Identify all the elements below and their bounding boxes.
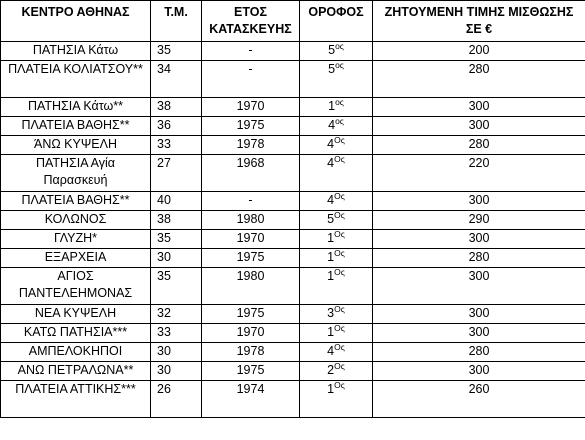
cell-floor xyxy=(300,230,373,249)
floor-suffix: Ος xyxy=(334,229,345,239)
table-row xyxy=(1,136,585,155)
cell-sqm: 38 xyxy=(151,211,202,230)
cell-area: ΓΛΥΖΗ* xyxy=(1,230,151,249)
table-row xyxy=(1,249,585,268)
floor-suffix: Ος xyxy=(334,135,345,145)
cell-rent: 260 xyxy=(373,381,585,418)
cell-sqm: 35 xyxy=(151,268,202,305)
cell-floor xyxy=(300,98,373,117)
floor-suffix: ος xyxy=(335,60,344,70)
floor-suffix: Ος xyxy=(334,248,345,258)
cell-sqm: 27 xyxy=(151,155,202,192)
cell-year: 1970 xyxy=(202,98,300,117)
cell-area: ΠΑΤΗΣΙΑ Κάτω** xyxy=(1,98,151,117)
cell-rent: 280 xyxy=(373,343,585,362)
floor-number: 4 xyxy=(327,156,335,170)
table-row xyxy=(1,42,585,61)
cell-year: 1975 xyxy=(202,249,300,268)
table-row xyxy=(1,98,585,117)
cell-area: ΠΛΑΤΕΙΑ ΒΑΘΗΣ** xyxy=(1,192,151,211)
floor-number: 4 xyxy=(328,118,336,132)
cell-year: 1968 xyxy=(202,155,300,192)
header-year: ΕΤΟΣ ΚΑΤΑΣΚΕΥΗΣ xyxy=(202,1,300,42)
table-row xyxy=(1,192,585,211)
table-row xyxy=(1,343,585,362)
cell-rent: 300 xyxy=(373,192,585,211)
cell-year: - xyxy=(202,42,300,61)
table-row xyxy=(1,155,585,192)
header-row xyxy=(1,1,585,42)
cell-area: ΚΑΤΩ ΠΑΤΗΣΙΑ*** xyxy=(1,324,151,343)
table-row xyxy=(1,381,585,418)
cell-sqm: 32 xyxy=(151,305,202,324)
cell-rent: 300 xyxy=(373,305,585,324)
floor-number: 4 xyxy=(327,344,335,358)
floor-suffix: Ος xyxy=(334,267,345,277)
cell-rent: 280 xyxy=(373,249,585,268)
cell-area: ΆΝΩ ΚΥΨΕΛΗ xyxy=(1,136,151,155)
floor-number: 1 xyxy=(328,99,336,113)
cell-area: ΠΛΑΤΕΙΑ ΚΟΛΙΑΤΣΟΥ** xyxy=(1,61,151,98)
cell-sqm: 36 xyxy=(151,117,202,136)
header-area: ΚΕΝΤΡΟ ΑΘΗΝΑΣ xyxy=(1,1,151,42)
cell-floor xyxy=(300,211,373,230)
floor-suffix: Ος xyxy=(334,380,345,390)
cell-year: 1975 xyxy=(202,362,300,381)
cell-floor xyxy=(300,155,373,192)
cell-rent: 200 xyxy=(373,42,585,61)
floor-number: 1 xyxy=(327,325,335,339)
table-row xyxy=(1,324,585,343)
floor-number: 4 xyxy=(327,137,335,151)
cell-rent: 300 xyxy=(373,230,585,249)
floor-number: 1 xyxy=(327,269,335,283)
cell-year: 1970 xyxy=(202,230,300,249)
floor-suffix: ος xyxy=(335,41,344,51)
cell-floor xyxy=(300,305,373,324)
floor-suffix: Ος xyxy=(334,210,345,220)
cell-sqm: 26 xyxy=(151,381,202,418)
cell-year: - xyxy=(202,61,300,98)
table-row xyxy=(1,230,585,249)
floor-number: 5 xyxy=(328,62,336,76)
cell-year: - xyxy=(202,192,300,211)
cell-floor xyxy=(300,268,373,305)
cell-floor xyxy=(300,362,373,381)
floor-number: 4 xyxy=(327,193,335,207)
table-row xyxy=(1,362,585,381)
cell-rent: 300 xyxy=(373,268,585,305)
cell-rent: 300 xyxy=(373,98,585,117)
cell-year: 1980 xyxy=(202,211,300,230)
cell-year: 1978 xyxy=(202,136,300,155)
cell-sqm: 38 xyxy=(151,98,202,117)
cell-floor xyxy=(300,42,373,61)
cell-floor xyxy=(300,249,373,268)
cell-area: ΑΓΙΟΣ ΠΑΝΤΕΛΕΗΜΟΝΑΣ xyxy=(1,268,151,305)
floor-number: 1 xyxy=(327,250,335,264)
floor-number: 5 xyxy=(327,212,335,226)
floor-number: 1 xyxy=(327,231,335,245)
cell-area: ΠΑΤΗΣΙΑ Κάτω xyxy=(1,42,151,61)
header-floor: ΟΡΟΦΟΣ xyxy=(300,1,373,42)
cell-sqm: 30 xyxy=(151,362,202,381)
cell-rent: 280 xyxy=(373,61,585,98)
floor-suffix: ος xyxy=(335,116,344,126)
floor-number: 1 xyxy=(327,382,335,396)
table-row xyxy=(1,268,585,305)
cell-area: ΑΝΩ ΠΕΤΡΑΛΩΝΑ** xyxy=(1,362,151,381)
cell-area: ΠΛΑΤΕΙΑ ΑΤΤΙΚΗΣ*** xyxy=(1,381,151,418)
header-sqm: Τ.Μ. xyxy=(151,1,202,42)
table-row xyxy=(1,211,585,230)
floor-suffix: Ος xyxy=(334,304,345,314)
table-row xyxy=(1,305,585,324)
cell-rent: 300 xyxy=(373,324,585,343)
cell-floor xyxy=(300,192,373,211)
floor-suffix: Ος xyxy=(334,323,345,333)
cell-year: 1974 xyxy=(202,381,300,418)
table-row xyxy=(1,61,585,98)
cell-area: ΕΞΑΡΧΕΙΑ xyxy=(1,249,151,268)
cell-area: ΠΑΤΗΣΙΑ Αγία Παρασκευή xyxy=(1,155,151,192)
cell-rent: 300 xyxy=(373,117,585,136)
cell-rent: 300 xyxy=(373,362,585,381)
cell-floor xyxy=(300,381,373,418)
cell-rent: 220 xyxy=(373,155,585,192)
cell-sqm: 30 xyxy=(151,249,202,268)
cell-sqm: 33 xyxy=(151,136,202,155)
cell-year: 1978 xyxy=(202,343,300,362)
cell-area: ΠΛΑΤΕΙΑ ΒΑΘΗΣ** xyxy=(1,117,151,136)
floor-number: 3 xyxy=(327,306,335,320)
cell-floor xyxy=(300,324,373,343)
floor-suffix: Ος xyxy=(334,154,345,164)
table-row xyxy=(1,117,585,136)
cell-year: 1975 xyxy=(202,305,300,324)
cell-floor xyxy=(300,117,373,136)
cell-floor xyxy=(300,61,373,98)
cell-sqm: 30 xyxy=(151,343,202,362)
floor-number: 5 xyxy=(328,43,336,57)
cell-floor xyxy=(300,136,373,155)
cell-floor xyxy=(300,343,373,362)
floor-number: 2 xyxy=(327,363,335,377)
cell-rent: 290 xyxy=(373,211,585,230)
cell-sqm: 35 xyxy=(151,230,202,249)
cell-sqm: 35 xyxy=(151,42,202,61)
cell-year: 1975 xyxy=(202,117,300,136)
cell-year: 1980 xyxy=(202,268,300,305)
floor-suffix: Ος xyxy=(334,191,345,201)
cell-year: 1970 xyxy=(202,324,300,343)
cell-rent: 280 xyxy=(373,136,585,155)
floor-suffix: Ος xyxy=(334,361,345,371)
floor-suffix: Ος xyxy=(334,342,345,352)
cell-area: ΑΜΠΕΛΟΚΗΠΟΙ xyxy=(1,343,151,362)
floor-suffix: ος xyxy=(335,97,344,107)
header-rent: ΖΗΤΟΥΜΕΝΗ ΤΙΜΗΣ ΜΙΣΘΩΣΗΣ ΣΕ € xyxy=(373,1,585,42)
cell-area: ΚΟΛΩΝΟΣ xyxy=(1,211,151,230)
cell-sqm: 34 xyxy=(151,61,202,98)
cell-sqm: 40 xyxy=(151,192,202,211)
cell-sqm: 33 xyxy=(151,324,202,343)
cell-area: ΝΕΑ ΚΥΨΕΛΗ xyxy=(1,305,151,324)
